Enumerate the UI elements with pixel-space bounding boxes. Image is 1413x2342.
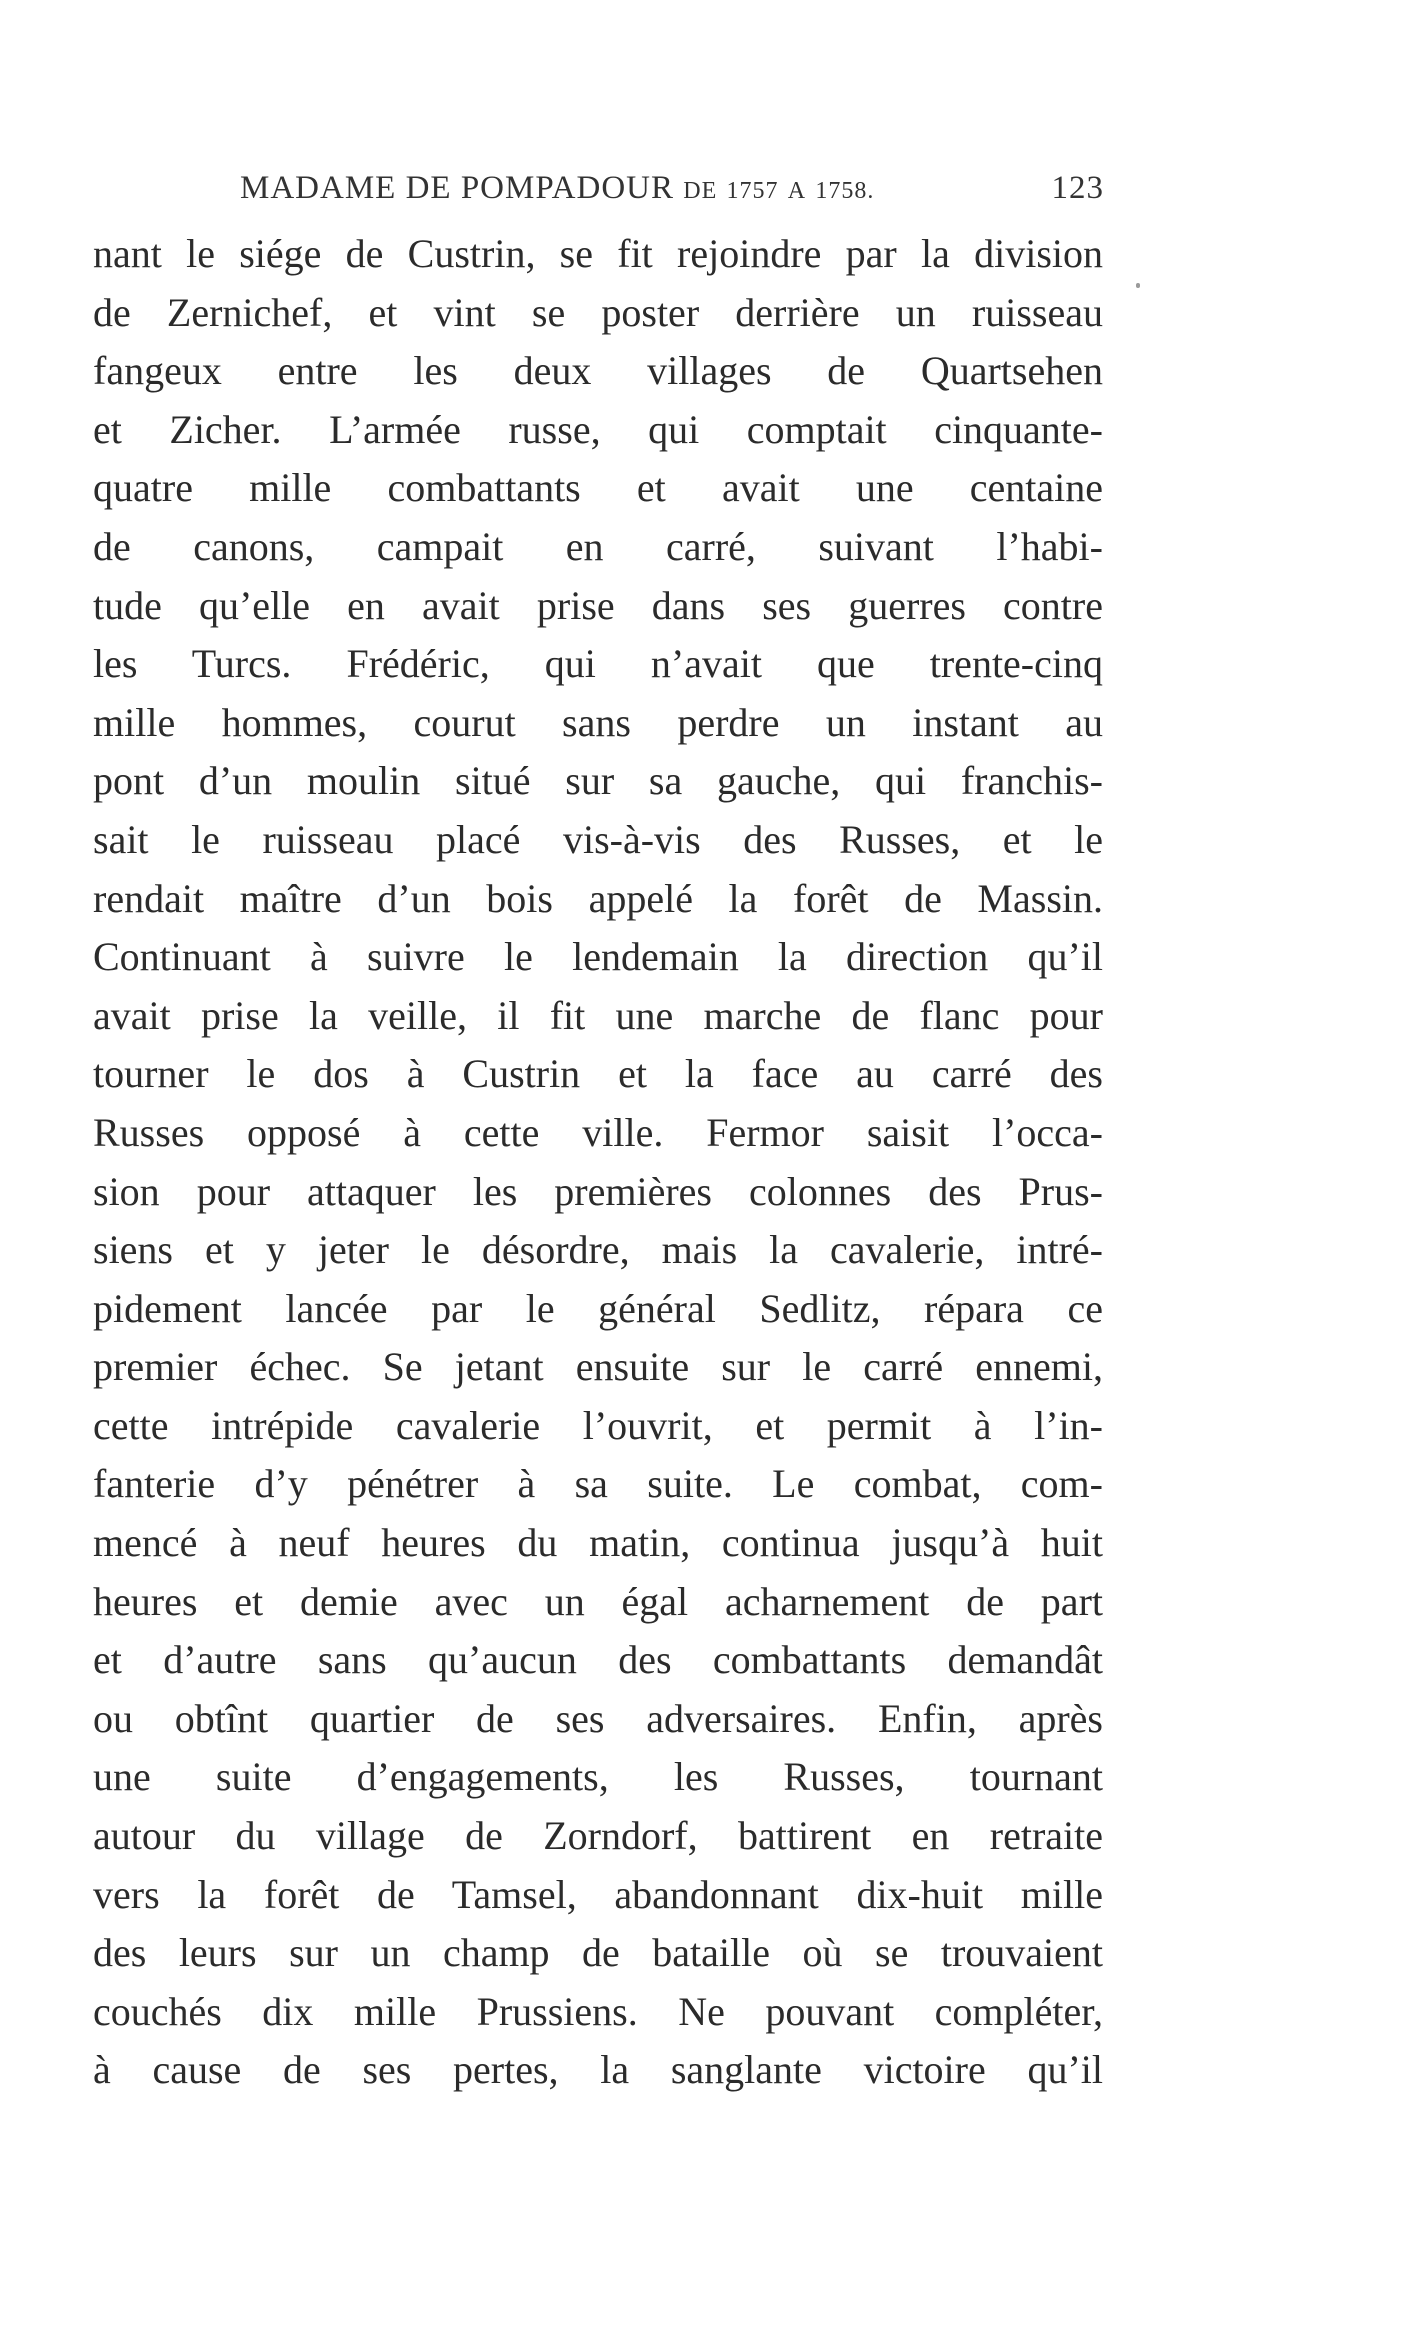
text-line: tourner le dos à Custrin et la face au carré des — [93, 1051, 1103, 1097]
text-line: une suite d’engagements, les Russes, tournant — [93, 1754, 1103, 1800]
text-line: et Zicher. L’armée russe, qui comptait cinquante- — [93, 406, 1103, 452]
text-line: rendait maître d’un bois appelé la forêt de Massin. — [93, 875, 1103, 921]
text-line: tude qu’elle en avait prise dans ses guerres contre — [93, 582, 1103, 628]
text-line: couchés dix mille Prussiens. Ne pouvant compléter, — [93, 1988, 1103, 2034]
text-line: ou obtînt quartier de ses adversaires. Enfin, après — [93, 1695, 1103, 1741]
text-line: et d’autre sans qu’aucun des combattants demandât — [93, 1637, 1103, 1683]
text-line: vers la forêt de Tamsel, abandonnant dix-huit mille — [93, 1871, 1103, 1917]
text-line: fangeux entre les deux villages de Quartsehen — [93, 348, 1103, 394]
running-header — [240, 170, 1104, 214]
text-line: des leurs sur un champ de bataille où se trouvaient — [93, 1930, 1103, 1976]
text-line: pont d’un moulin situé sur sa gauche, qui franchis- — [93, 758, 1103, 804]
running-title-de: DE — [683, 178, 718, 204]
running-title-year-end: 1758. — [815, 178, 875, 204]
running-title-year-start: 1757 — [726, 178, 779, 204]
text-line: siens et y jeter le désordre, mais la cavalerie, intré- — [93, 1227, 1103, 1273]
ink-speck — [1136, 283, 1140, 288]
text-line: mille hommes, courut sans perdre un instant au — [93, 699, 1103, 745]
text-line: les Turcs. Frédéric, qui n’avait que trente-cinq — [93, 641, 1103, 687]
text-line: autour du village de Zorndorf, battirent en retraite — [93, 1813, 1103, 1859]
text-line: à cause de ses pertes, la sanglante victoire qu’il — [93, 2047, 1103, 2093]
text-line: fanterie d’y pénétrer à sa suite. Le combat, com- — [93, 1461, 1103, 1507]
text-line: de Zernichef, et vint se poster derrière un ruisseau — [93, 289, 1103, 335]
text-line: premier échec. Se jetant ensuite sur le carré ennemi, — [93, 1344, 1103, 1390]
text-line: nant le siége de Custrin, se fit rejoindre par la division — [93, 231, 1103, 276]
text-line: sion pour attaquer les premières colonnes des Prus- — [93, 1168, 1103, 1214]
text-line: avait prise la veille, il fit une marche de flanc pour — [93, 992, 1103, 1038]
text-line: sait le ruisseau placé vis-à-vis des Russes, et le — [93, 816, 1103, 862]
text-line: cette intrépide cavalerie l’ouvrit, et permit à l’in- — [93, 1402, 1103, 1448]
text-line: heures et demie avec un égal acharnement de part — [93, 1578, 1103, 1624]
running-title-a: A — [787, 178, 807, 204]
body-text — [93, 225, 1103, 2100]
running-title — [240, 170, 874, 207]
text-line: Russes opposé à cette ville. Fermor saisit l’occa- — [93, 1109, 1103, 1155]
text-line: mencé à neuf heures du matin, continua jusqu’à huit — [93, 1520, 1103, 1566]
running-title-main: MADAME DE POMPADOUR — [240, 170, 675, 206]
text-line: Continuant à suivre le lendemain la direction qu’il — [93, 934, 1103, 980]
page-number: 123 — [1051, 170, 1104, 206]
text-line: pidement lancée par le général Sedlitz, répara ce — [93, 1285, 1103, 1331]
text-line: de canons, campait en carré, suivant l’habi- — [93, 523, 1103, 569]
text-line: quatre mille combattants et avait une centaine — [93, 465, 1103, 511]
